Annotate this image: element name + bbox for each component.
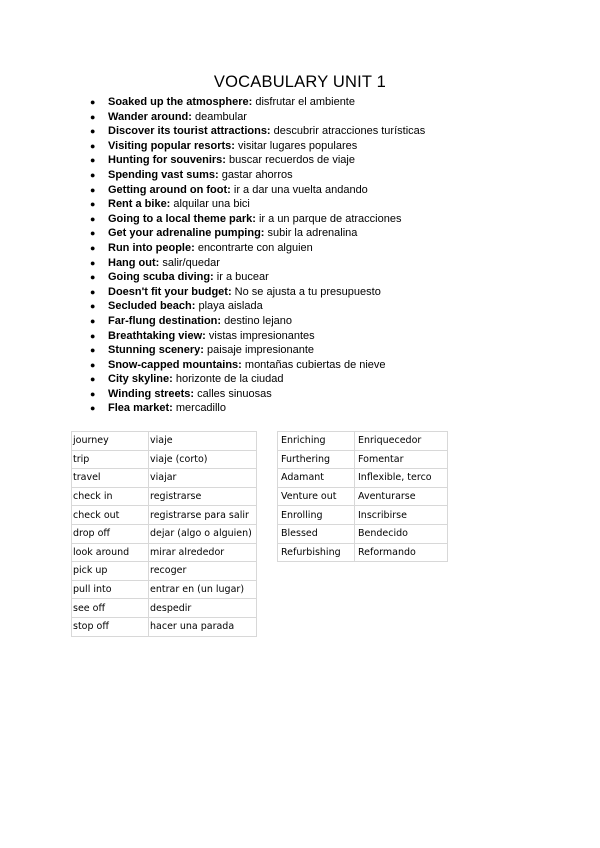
table-row — [278, 543, 448, 562]
bullet-icon: ● — [90, 257, 96, 268]
bullet-icon: ● — [90, 272, 96, 283]
vocab-term: Hunting for souvenirs: — [108, 154, 226, 167]
vocab-term: Secluded beach: — [108, 300, 196, 313]
adjectives-table — [277, 431, 448, 562]
vocab-translation: salir/quedar — [159, 256, 220, 269]
vocab-item — [90, 401, 425, 416]
term-cell: Furthering — [278, 450, 355, 469]
vocab-term: Visiting popular resorts: — [108, 139, 235, 152]
bullet-icon: ● — [90, 403, 96, 414]
vocab-translation: alquilar una bici — [170, 198, 250, 211]
bullet-icon: ● — [90, 359, 96, 370]
vocab-item — [90, 358, 425, 373]
vocab-item — [90, 124, 425, 139]
table-row — [72, 524, 257, 543]
vocab-item — [90, 256, 425, 271]
vocab-translation: ir a bucear — [213, 271, 269, 284]
term-cell: pick up — [72, 562, 149, 581]
term-cell: trip — [72, 450, 149, 469]
vocab-translation: vistas impresionantes — [205, 329, 315, 342]
translation-cell: dejar (algo o alguien) — [149, 524, 257, 543]
vocab-translation: ir a dar una vuelta andando — [230, 183, 368, 196]
vocab-item — [90, 95, 425, 110]
bullet-icon: ● — [90, 330, 96, 341]
translation-cell: viajar — [149, 469, 257, 488]
bullet-icon: ● — [90, 315, 96, 326]
vocab-term: Rent a bike: — [108, 198, 171, 211]
term-cell: drop off — [72, 524, 149, 543]
vocab-item — [90, 139, 425, 154]
table-row — [72, 562, 257, 581]
translation-cell: registrarse — [149, 487, 257, 506]
bullet-icon: ● — [90, 126, 96, 137]
term-cell: see off — [72, 599, 149, 618]
vocab-term: Hang out: — [108, 256, 160, 269]
vocab-item — [90, 168, 425, 183]
vocab-translation: montañas cubiertas de nieve — [241, 358, 386, 371]
translation-cell: Enriquecedor — [355, 432, 448, 451]
vocabulary-list — [90, 95, 425, 416]
term-cell: Enriching — [278, 432, 355, 451]
vocab-translation: descubrir atracciones turísticas — [270, 125, 426, 138]
bullet-icon: ● — [90, 184, 96, 195]
phrasal-verbs-table — [71, 431, 257, 637]
term-cell: journey — [72, 432, 149, 451]
vocab-term: Going to a local theme park: — [108, 212, 256, 225]
vocab-translation: visitar lugares populares — [234, 139, 358, 152]
term-cell: Venture out — [278, 487, 355, 506]
vocab-translation: subir la adrenalina — [264, 227, 358, 240]
vocab-translation: playa aislada — [195, 300, 263, 313]
vocab-item — [90, 197, 425, 212]
translation-cell: despedir — [149, 599, 257, 618]
vocab-item — [90, 241, 425, 256]
document-title: VOCABULARY UNIT 1 — [213, 73, 387, 91]
term-cell: stop off — [72, 617, 149, 636]
vocab-term: Going scuba diving: — [108, 271, 214, 284]
bullet-icon: ● — [90, 374, 96, 385]
table-row — [278, 432, 448, 451]
vocab-translation: paisaje impresionante — [203, 344, 315, 357]
table-row — [72, 599, 257, 618]
vocab-term: Wander around: — [108, 110, 192, 123]
vocab-translation: horizonte de la ciudad — [172, 373, 284, 386]
bullet-icon: ● — [90, 155, 96, 166]
vocab-term: Snow-capped mountains: — [108, 358, 242, 371]
vocab-term: Stunning scenery: — [108, 344, 204, 357]
table-row — [72, 506, 257, 525]
bullet-icon: ● — [90, 345, 96, 356]
term-cell: look around — [72, 543, 149, 562]
vocab-term: Far-flung destination: — [108, 314, 222, 327]
table-row — [278, 450, 448, 469]
vocab-term: Winding streets: — [108, 387, 195, 400]
table-row — [72, 543, 257, 562]
term-cell: Refurbishing — [278, 543, 355, 562]
vocab-translation: deambular — [191, 110, 247, 123]
translation-cell: entrar en (un lugar) — [149, 580, 257, 599]
bullet-icon: ● — [90, 213, 96, 224]
vocab-item — [90, 110, 425, 125]
vocab-term: Flea market: — [108, 402, 173, 415]
translation-cell: registrarse para salir — [149, 506, 257, 525]
translation-cell: Bendecido — [355, 524, 448, 543]
vocab-translation: gastar ahorros — [218, 168, 293, 181]
vocab-term: Breathtaking view: — [108, 329, 206, 342]
table-row — [72, 469, 257, 488]
vocab-term: Getting around on foot: — [108, 183, 231, 196]
vocab-translation: mercadillo — [172, 402, 226, 415]
vocab-translation: disfrutar el ambiente — [252, 96, 355, 108]
translation-cell: Inflexible, terco — [355, 469, 448, 488]
term-cell: pull into — [72, 580, 149, 599]
table-row — [278, 524, 448, 543]
vocab-item — [90, 153, 425, 168]
vocab-item — [90, 270, 425, 285]
term-cell: check in — [72, 487, 149, 506]
translation-cell: recoger — [149, 562, 257, 581]
vocab-translation: calles sinuosas — [194, 387, 272, 400]
vocab-translation: ir a un parque de atracciones — [255, 212, 402, 225]
table-row — [278, 506, 448, 525]
vocab-item — [90, 387, 425, 402]
translation-cell: Aventurarse — [355, 487, 448, 506]
vocab-term: Discover its tourist attractions: — [108, 125, 271, 138]
vocab-translation: buscar recuerdos de viaje — [225, 154, 355, 167]
vocab-term: Soaked up the atmosphere: — [108, 96, 253, 108]
table-row — [72, 580, 257, 599]
bullet-icon: ● — [90, 111, 96, 122]
translation-cell: Reformando — [355, 543, 448, 562]
vocab-item — [90, 285, 425, 300]
vocab-translation: destino lejano — [221, 314, 292, 327]
vocab-item — [90, 329, 425, 344]
bullet-icon: ● — [90, 97, 96, 107]
translation-cell: Inscribirse — [355, 506, 448, 525]
term-cell: Blessed — [278, 524, 355, 543]
bullet-icon: ● — [90, 228, 96, 239]
table-row — [72, 487, 257, 506]
table-row — [278, 487, 448, 506]
table-row — [72, 432, 257, 451]
vocab-item — [90, 372, 425, 387]
translation-cell: viaje — [149, 432, 257, 451]
vocab-term: Doesn't fit your budget: — [108, 285, 232, 298]
translation-cell: viaje (corto) — [149, 450, 257, 469]
bullet-icon: ● — [90, 199, 96, 210]
vocab-term: Get your adrenaline pumping: — [108, 227, 265, 240]
vocab-item — [90, 299, 425, 314]
bullet-icon: ● — [90, 388, 96, 399]
bullet-icon: ● — [90, 242, 96, 253]
term-cell: Adamant — [278, 469, 355, 488]
table-row — [72, 450, 257, 469]
term-cell: check out — [72, 506, 149, 525]
vocab-translation: encontrarte con alguien — [194, 241, 313, 254]
table-row — [72, 617, 257, 636]
table-row — [278, 469, 448, 488]
bullet-icon: ● — [90, 286, 96, 297]
translation-cell: hacer una parada — [149, 617, 257, 636]
vocab-term: Run into people: — [108, 241, 195, 254]
vocab-item — [90, 183, 425, 198]
vocab-translation: No se ajusta a tu presupuesto — [231, 285, 381, 298]
translation-cell: Fomentar — [355, 450, 448, 469]
bullet-icon: ● — [90, 169, 96, 180]
bullet-icon: ● — [90, 301, 96, 312]
translation-cell: mirar alrededor — [149, 543, 257, 562]
term-cell: travel — [72, 469, 149, 488]
vocab-item — [90, 314, 425, 329]
bullet-icon: ● — [90, 140, 96, 151]
vocab-term: City skyline: — [108, 373, 173, 386]
term-cell: Enrolling — [278, 506, 355, 525]
vocab-term: Spending vast sums: — [108, 168, 219, 181]
vocab-item — [90, 343, 425, 358]
vocab-item — [90, 212, 425, 227]
vocab-item — [90, 226, 425, 241]
